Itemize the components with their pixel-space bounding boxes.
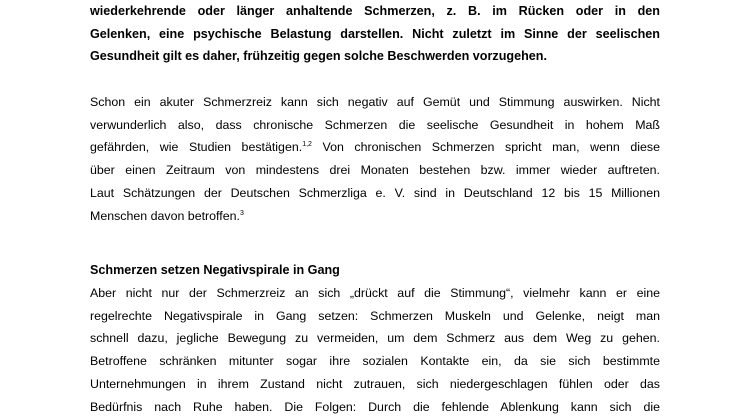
paragraph-line: [90, 136, 660, 159]
paragraph-line: Laut Schätzungen der Deutschen Schmerzliga e. V. sind in Deutschland 12 bis 15 Millionen: [90, 185, 660, 200]
paragraph-line: schnell dazu, jegliche Bewegung zu vermeiden, um dem Schmerz aus dem Weg zu gehen.: [90, 331, 660, 346]
intro-line: wiederkehrende oder länger anhaltende Schmerzen, z. B. im Rücken oder in den: [90, 4, 660, 18]
paragraph-line: Bedürfnis nach Ruhe haben. Die Folgen: Durch die fehlende Ablenkung kann sich die: [90, 399, 660, 414]
intro-line: Gelenken, eine psychische Belastung darstellen. Nicht zuletzt im Sinne der seelischen: [90, 26, 660, 41]
paragraph-line: Schon ein akuter Schmerzreiz kann sich negativ auf Gemüt und Stimmung auswirken. Nicht: [90, 95, 660, 109]
paragraph-line: Aber nicht nur der Schmerzreiz an sich „drückt auf die Stimmung“, vielmehr kann er eine: [90, 286, 660, 300]
footnote-ref: 1,2: [302, 141, 312, 149]
paragraph-line: [90, 205, 660, 228]
line-text: Von chronischen Schmerzen spricht man, wenn diese: [311, 140, 660, 155]
paragraph-line: Unternehmungen in ihrem Zustand nicht zutrauen, sich niedergeschlagen fühlen oder das: [90, 376, 660, 391]
line-text: Menschen davon betroffen.: [90, 208, 240, 223]
paragraph-line: Betroffene schränken mitunter sogar ihre sozialen Kontakte ein, da sie sich bestimmte: [90, 354, 660, 369]
body-paragraph-2: [90, 282, 660, 418]
intro-paragraph: [90, 0, 660, 68]
paragraph-line: regelrechte Negativspirale in Gang setzen: Schmerzen Muskeln und Gelenke, neigt man: [90, 308, 660, 323]
footnote-ref: 3: [239, 209, 244, 217]
paragraph-line: über einen Zeitraum von mindestens drei Monaten bestehen bzw. immer wieder auftreten.: [90, 163, 660, 178]
line-text: gefährden, wie Studien bestätigen.: [90, 140, 303, 155]
body-paragraph-1: [90, 91, 660, 227]
paragraph-line: verwunderlich also, dass chronische Schmerzen die seelische Gesundheit in hohem Maß: [90, 117, 660, 132]
intro-line: Gesundheit gilt es daher, frühzeitig gegen solche Beschwerden vorzugehen.: [90, 49, 547, 64]
section-heading: Schmerzen setzen Negativspirale in Gang: [90, 263, 340, 277]
